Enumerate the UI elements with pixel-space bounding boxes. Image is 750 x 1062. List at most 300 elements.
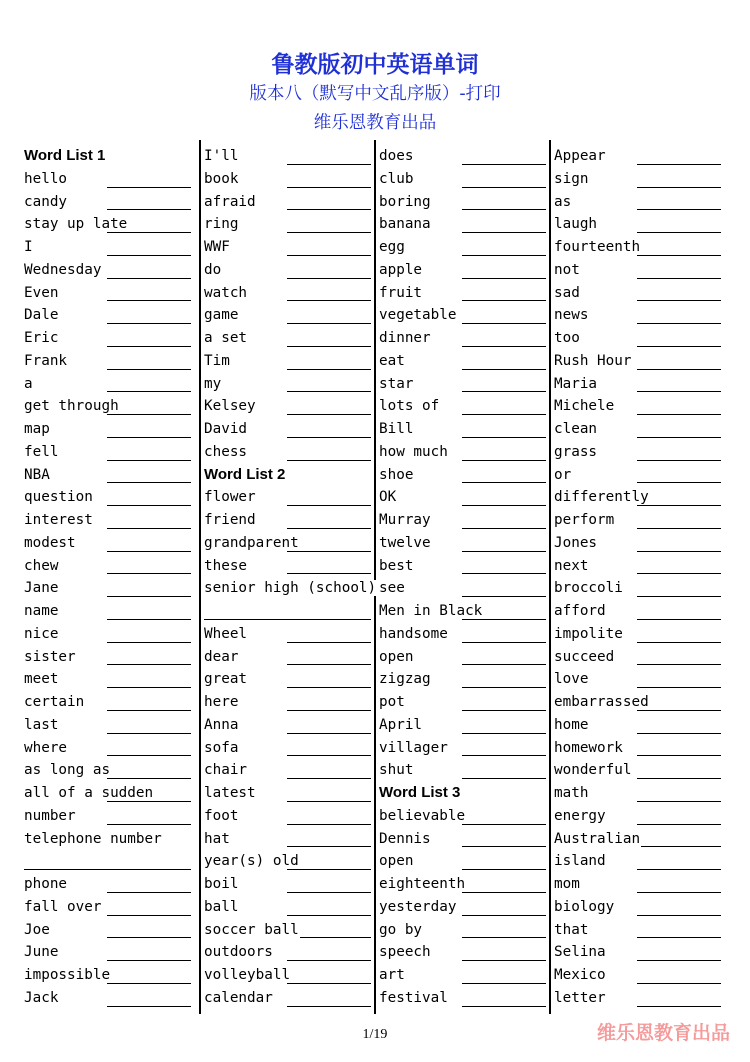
english-word: Anna: [204, 716, 239, 733]
word-row: [24, 646, 194, 669]
word-column-3: [374, 140, 549, 1014]
word-row: [24, 236, 194, 259]
answer-blank: [24, 869, 191, 870]
english-word: that: [554, 921, 589, 938]
answer-blank: [462, 596, 546, 597]
word-row: [379, 441, 549, 464]
english-word: eighteenth: [379, 876, 466, 892]
english-word: speech: [379, 944, 431, 961]
answer-blank: [462, 187, 546, 188]
english-word: Tim: [204, 352, 230, 369]
english-word: game: [204, 307, 239, 324]
answer-blank: [107, 983, 191, 984]
english-word: biology: [554, 898, 615, 915]
word-row: [204, 327, 374, 350]
english-word: eat: [379, 352, 405, 369]
answer-blank: [462, 960, 546, 961]
english-word: fourteenth: [554, 239, 641, 255]
answer-blank: [287, 687, 371, 688]
answer-blank: [287, 824, 371, 825]
english-word: sofa: [204, 739, 239, 756]
answer-blank: [462, 573, 546, 574]
english-word: Frank: [24, 352, 68, 369]
english-word: does: [379, 148, 414, 164]
answer-blank: [462, 664, 546, 665]
word-row: [554, 282, 724, 305]
word-row: [204, 759, 374, 782]
english-word: boil: [204, 876, 239, 892]
english-word: vegetable: [379, 307, 457, 324]
answer-blank: [287, 505, 371, 506]
word-row: [24, 532, 194, 555]
word-row: [204, 304, 374, 327]
english-word: impossible: [24, 967, 111, 983]
english-word: chew: [24, 557, 59, 574]
english-word: phone: [24, 876, 68, 892]
english-word: math: [554, 785, 589, 801]
answer-blank: [107, 960, 191, 961]
english-word: letter: [554, 989, 606, 1006]
answer-blank: [637, 733, 721, 734]
english-word: I'll: [204, 148, 239, 164]
english-word: club: [379, 170, 414, 187]
answer-blank: [637, 619, 721, 620]
english-word: telephone number: [24, 830, 162, 847]
word-row: [379, 828, 549, 851]
english-word: love: [554, 671, 589, 688]
answer-blank: [637, 300, 721, 301]
word-row: [204, 668, 374, 691]
word-row: [554, 236, 724, 259]
english-word: candy: [24, 193, 68, 210]
english-word: year(s) old: [204, 853, 299, 870]
english-word: energy: [554, 807, 606, 824]
answer-blank: [107, 232, 191, 233]
word-row: [379, 373, 549, 396]
answer-blank: [462, 778, 546, 779]
english-word: or: [554, 466, 572, 483]
word-row: [379, 282, 549, 305]
english-word: get through: [24, 398, 119, 415]
english-word: yesterday: [379, 898, 457, 915]
word-row: [379, 145, 549, 168]
english-word: afraid: [204, 193, 256, 210]
english-word: June: [24, 944, 59, 961]
english-word: succeed: [554, 648, 615, 665]
answer-blank: [107, 915, 191, 916]
english-word: island: [554, 853, 606, 870]
english-word: mom: [554, 876, 580, 892]
word-row: [204, 191, 374, 214]
english-word: too: [554, 330, 580, 346]
english-word: fell: [24, 443, 59, 460]
english-word: impolite: [554, 625, 623, 642]
word-row: [379, 964, 549, 987]
answer-blank: [107, 778, 191, 779]
english-word: WWF: [204, 239, 230, 255]
answer-blank: [462, 983, 546, 984]
english-word: news: [554, 307, 589, 324]
answer-blank: [107, 664, 191, 665]
word-row: [554, 964, 724, 987]
answer-blank: [107, 255, 191, 256]
english-word: twelve: [379, 534, 431, 551]
english-word: afford: [554, 603, 606, 619]
word-row: [379, 168, 549, 191]
word-row: [204, 577, 377, 600]
word-row: [204, 373, 374, 396]
english-word: fruit: [379, 284, 423, 301]
answer-blank: [107, 937, 191, 938]
answer-blank: [462, 460, 546, 461]
answer-blank: [462, 551, 546, 552]
english-word: Wednesday: [24, 261, 102, 278]
word-row: [554, 759, 724, 782]
word-row: [379, 668, 549, 691]
word-list-heading: [379, 782, 549, 805]
word-row: [554, 668, 724, 691]
english-word: senior high (school): [204, 580, 377, 597]
answer-blank: [462, 209, 546, 210]
english-word: differently: [554, 489, 649, 506]
english-word: April: [379, 716, 423, 733]
english-word: a set: [204, 330, 248, 346]
english-word: grandparent: [204, 534, 299, 551]
word-row: [204, 782, 374, 805]
english-word: Michele: [554, 398, 615, 415]
answer-blank: [462, 482, 546, 483]
answer-blank: [287, 960, 371, 961]
word-row: [379, 919, 549, 942]
english-word: number: [24, 807, 76, 824]
answer-blank: [462, 391, 546, 392]
page-number: 1/19: [362, 1027, 388, 1042]
answer-blank: [287, 733, 371, 734]
word-row: [379, 600, 549, 623]
english-word: great: [204, 671, 248, 688]
word-row: [379, 327, 549, 350]
english-word: hello: [24, 170, 68, 187]
word-column-1: [24, 140, 194, 1014]
english-word: where: [24, 739, 68, 756]
answer-blank: [287, 664, 371, 665]
word-row: [554, 213, 724, 236]
answer-blank: [462, 892, 546, 893]
answer-blank: [287, 1006, 371, 1007]
word-row: [379, 759, 549, 782]
answer-blank: [637, 596, 721, 597]
answer-blank: [637, 482, 721, 483]
word-row: [379, 714, 549, 737]
answer-blank: [287, 892, 371, 893]
word-row: [554, 145, 724, 168]
word-row: [24, 691, 194, 714]
answer-blank: [462, 414, 546, 415]
answer-blank: [107, 460, 191, 461]
english-word: festival: [379, 989, 448, 1006]
answer-blank: [637, 528, 721, 529]
answer-blank: [107, 528, 191, 529]
answer-blank: [287, 460, 371, 461]
answer-blank: [107, 278, 191, 279]
word-row: [379, 646, 549, 669]
answer-blank: [287, 278, 371, 279]
word-row: [24, 987, 194, 1010]
answer-blank: [462, 505, 546, 506]
answer-blank: [287, 437, 371, 438]
word-row: [204, 282, 374, 305]
answer-blank: [637, 278, 721, 279]
english-word: OK: [379, 489, 397, 506]
document-title: 鲁教版初中英语单词: [271, 52, 479, 78]
answer-blank: [287, 528, 371, 529]
word-row: [204, 145, 374, 168]
answer-blank: [107, 619, 191, 620]
word-row: [379, 418, 549, 441]
english-word: modest: [24, 534, 76, 551]
answer-blank: [462, 528, 546, 529]
answer-blank: [462, 733, 546, 734]
english-word: map: [24, 421, 50, 437]
english-word: zigzag: [379, 671, 431, 688]
answer-blank: [637, 573, 721, 574]
english-word: open: [379, 648, 414, 665]
answer-blank: [287, 710, 371, 711]
english-word: nice: [24, 625, 59, 642]
answer-blank: [287, 801, 371, 802]
english-word: homework: [554, 739, 623, 756]
word-row: [24, 737, 194, 760]
english-word: dinner: [379, 330, 431, 346]
answer-blank: [637, 209, 721, 210]
word-row: [24, 919, 194, 942]
answer-blank: [462, 346, 546, 347]
answer-blank: [637, 505, 721, 506]
word-row: [204, 441, 374, 464]
word-row: [379, 850, 549, 873]
english-word: Wheel: [204, 625, 248, 642]
word-row: [24, 668, 194, 691]
answer-blank: [637, 346, 721, 347]
english-word: my: [204, 375, 222, 392]
english-word: Appear: [554, 148, 606, 164]
english-word: calendar: [204, 989, 273, 1006]
answer-blank: [287, 300, 371, 301]
english-word: [204, 603, 205, 619]
word-row: [204, 555, 374, 578]
english-word: fall over: [24, 898, 102, 915]
word-row: [204, 236, 374, 259]
word-row: [554, 873, 724, 896]
english-word: boring: [379, 193, 431, 210]
english-word: sad: [554, 284, 580, 301]
word-row: [379, 555, 549, 578]
word-list-heading: [24, 145, 194, 168]
answer-blank: [637, 892, 721, 893]
word-row: [554, 464, 724, 487]
word-row: [554, 532, 724, 555]
answer-blank: [637, 642, 721, 643]
word-row: [24, 941, 194, 964]
answer-blank: [637, 551, 721, 552]
word-row: [554, 691, 724, 714]
word-row: [554, 828, 724, 851]
english-word: outdoors: [204, 944, 273, 961]
answer-blank: [637, 755, 721, 756]
answer-blank: [287, 255, 371, 256]
english-word: I: [24, 239, 33, 255]
english-word: best: [379, 557, 414, 574]
answer-blank: [637, 664, 721, 665]
answer-blank: [462, 1006, 546, 1007]
answer-blank: [462, 278, 546, 279]
answer-blank: [637, 391, 721, 392]
answer-blank: [462, 369, 546, 370]
answer-blank: [462, 323, 546, 324]
answer-blank: [462, 232, 546, 233]
answer-blank: [107, 209, 191, 210]
word-row: [379, 486, 549, 509]
answer-blank: [637, 824, 721, 825]
answer-blank: [462, 710, 546, 711]
word-row: [379, 623, 549, 646]
word-row: [204, 532, 374, 555]
english-word: villager: [379, 739, 448, 756]
word-row: [24, 464, 194, 487]
word-row: [554, 395, 724, 418]
answer-blank: [287, 755, 371, 756]
answer-blank: [107, 414, 191, 415]
answer-blank: [287, 915, 371, 916]
word-row: [24, 805, 194, 828]
word-row: [204, 941, 374, 964]
answer-blank: [637, 846, 721, 847]
english-word: laugh: [554, 216, 598, 233]
word-row: [24, 259, 194, 282]
word-row: [24, 168, 194, 191]
word-row: [24, 782, 194, 805]
english-word: foot: [204, 807, 239, 824]
english-word: wonderful: [554, 762, 632, 779]
word-columns: [22, 140, 722, 1014]
english-word: name: [24, 603, 59, 619]
english-word: home: [554, 716, 589, 733]
answer-blank: [287, 391, 371, 392]
answer-blank: [637, 460, 721, 461]
word-row: [554, 191, 724, 214]
word-row: [554, 896, 724, 919]
word-row: [379, 691, 549, 714]
answer-blank: [287, 414, 371, 415]
word-row: [204, 350, 374, 373]
answer-blank: [287, 846, 371, 847]
word-row: [379, 236, 549, 259]
word-row: [554, 327, 724, 350]
answer-blank: [462, 164, 546, 165]
word-row: [554, 623, 724, 646]
english-word: last: [24, 716, 59, 733]
answer-blank: [287, 323, 371, 324]
english-word: chess: [204, 443, 248, 460]
answer-blank: [287, 164, 371, 165]
english-word: Maria: [554, 375, 598, 392]
english-word: Australian: [554, 830, 641, 847]
english-word: see: [379, 580, 405, 597]
answer-blank: [287, 983, 371, 984]
answer-blank: [107, 573, 191, 574]
english-word: apple: [379, 261, 423, 278]
answer-blank: [287, 187, 371, 188]
answer-blank: [462, 846, 546, 847]
word-row: [204, 418, 374, 441]
word-row: [24, 759, 194, 782]
english-word: chair: [204, 762, 248, 779]
english-word: sister: [24, 648, 76, 665]
word-row: [204, 896, 374, 919]
answer-blank: [462, 642, 546, 643]
answer-blank: [637, 1006, 721, 1007]
answer-blank: [107, 596, 191, 597]
word-row: [554, 509, 724, 532]
english-word: Mexico: [554, 967, 606, 983]
english-word: Selina: [554, 944, 606, 961]
word-row: [204, 714, 374, 737]
english-word: next: [554, 557, 589, 574]
word-row: [554, 714, 724, 737]
english-word: not: [554, 261, 580, 278]
answer-blank: [107, 187, 191, 188]
word-row: [24, 486, 194, 509]
word-row: [24, 623, 194, 646]
answer-blank: [107, 551, 191, 552]
answer-blank: [287, 209, 371, 210]
word-row: [24, 373, 194, 396]
word-row: [204, 828, 374, 851]
answer-blank: [107, 300, 191, 301]
answer-blank: [637, 232, 721, 233]
word-row: [24, 600, 194, 623]
word-row: [554, 441, 724, 464]
word-row: [204, 168, 374, 191]
word-row: [554, 737, 724, 760]
english-word: believable: [379, 807, 466, 824]
answer-blank: [462, 687, 546, 688]
word-row: [24, 873, 194, 896]
answer-blank: [637, 937, 721, 938]
word-row: [379, 737, 549, 760]
answer-blank: [107, 892, 191, 893]
answer-blank: [462, 937, 546, 938]
english-word: flower: [204, 489, 256, 506]
answer-blank: [637, 323, 721, 324]
english-word: grass: [554, 443, 598, 460]
english-word: egg: [379, 239, 405, 255]
english-word: Joe: [24, 921, 50, 938]
word-row: [204, 805, 374, 828]
english-word: perform: [554, 512, 615, 528]
word-row: [204, 919, 374, 942]
english-word: [24, 853, 25, 869]
word-row: [554, 919, 724, 942]
answer-blank: [107, 824, 191, 825]
answer-blank: [204, 619, 371, 620]
english-word: Eric: [24, 330, 59, 346]
english-word: question: [24, 489, 93, 506]
answer-blank: [107, 733, 191, 734]
word-row: [24, 191, 194, 214]
word-row: [554, 941, 724, 964]
word-row: [24, 304, 194, 327]
